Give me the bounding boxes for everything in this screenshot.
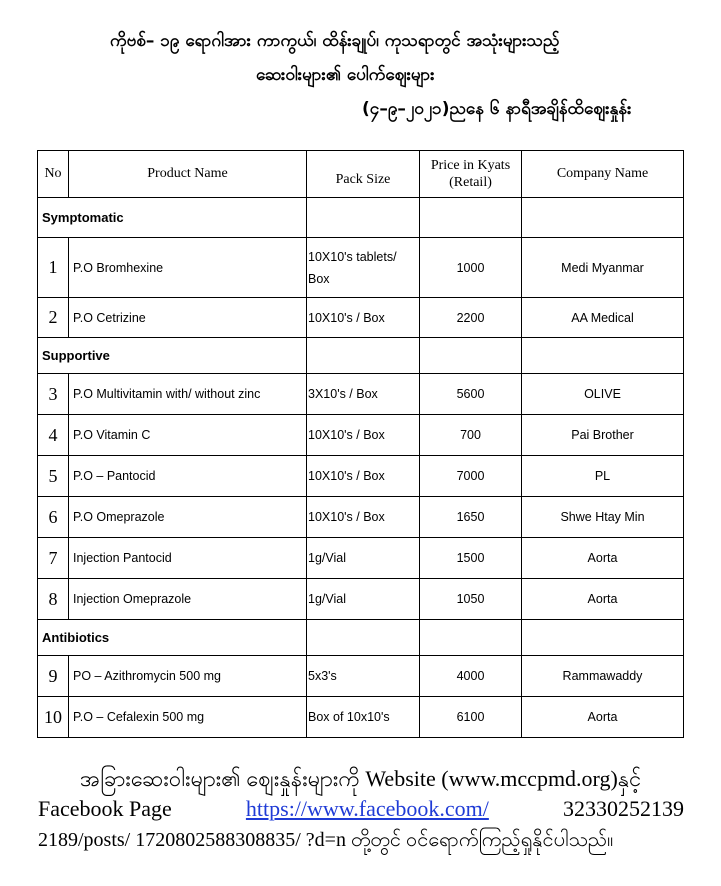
product-name: P.O Omeprazole	[69, 497, 307, 538]
product-name: P.O Bromhexine	[69, 238, 307, 298]
row-number: 4	[38, 415, 69, 456]
price: 1650	[420, 497, 522, 538]
pack-size: 10X10's / Box	[307, 497, 420, 538]
pack-size: 10X10's tablets/ Box	[307, 238, 420, 298]
empty-cell	[522, 338, 684, 374]
section-row	[38, 620, 684, 656]
table-row	[38, 374, 684, 415]
table-row	[38, 298, 684, 338]
company-name: OLIVE	[522, 374, 684, 415]
row-number: 7	[38, 538, 69, 579]
table-row	[38, 697, 684, 738]
empty-cell	[307, 198, 420, 238]
pack-size: 5x3's	[307, 656, 420, 697]
pack-size: 10X10's / Box	[307, 456, 420, 497]
company-name: Medi Myanmar	[522, 238, 684, 298]
table-row	[38, 538, 684, 579]
row-number: 2	[38, 298, 69, 338]
empty-cell	[522, 620, 684, 656]
table-header-row	[38, 151, 684, 198]
empty-cell	[420, 338, 522, 374]
row-number: 10	[38, 697, 69, 738]
row-number: 9	[38, 656, 69, 697]
company-name: Aorta	[522, 579, 684, 620]
product-name: Injection Pantocid	[69, 538, 307, 579]
pack-size: 10X10's / Box	[307, 298, 420, 338]
product-name: P.O – Pantocid	[69, 456, 307, 497]
pack-size: 10X10's / Box	[307, 415, 420, 456]
price-table	[37, 150, 684, 738]
footer-facebook-label: Facebook Page	[38, 796, 172, 821]
price: 1050	[420, 579, 522, 620]
header-line-2: ဆေးဝါးများ၏ ပေါက်ဈေးများ	[256, 65, 435, 85]
footer-line-2	[38, 796, 684, 822]
pack-size: 3X10's / Box	[307, 374, 420, 415]
product-name: P.O – Cefalexin 500 mg	[69, 697, 307, 738]
empty-cell	[420, 620, 522, 656]
table-row	[38, 415, 684, 456]
section-row	[38, 198, 684, 238]
product-name: P.O Multivitamin with/ without zinc	[69, 374, 307, 415]
price: 5600	[420, 374, 522, 415]
company-name: Pai Brother	[522, 415, 684, 456]
footer-line-3: 2189/posts/ 1720802588308835/ ?d=n တို့တွင် ဝင်ရောက်ကြည့်ရှုနိုင်ပါသည်။	[38, 829, 614, 851]
empty-cell	[307, 620, 420, 656]
table-row	[38, 497, 684, 538]
price: 7000	[420, 456, 522, 497]
facebook-link[interactable]: https://www.facebook.com/	[245, 796, 489, 821]
price: 1000	[420, 238, 522, 298]
pack-size: 1g/Vial	[307, 538, 420, 579]
section-title: Symptomatic	[38, 198, 307, 238]
company-name: Aorta	[522, 697, 684, 738]
col-header-company: Company Name	[522, 151, 684, 198]
row-number: 8	[38, 579, 69, 620]
product-name: PO – Azithromycin 500 mg	[69, 656, 307, 697]
pack-size: Box of 10x10's	[307, 697, 420, 738]
price: 2200	[420, 298, 522, 338]
table-row	[38, 238, 684, 298]
header-line-3: (၄–၉–၂၀၂၁)ညနေ ၆ နာရီအချိန်ထိဈေးနှုန်း	[362, 99, 632, 119]
section-title: Supportive	[38, 338, 307, 374]
price: 1500	[420, 538, 522, 579]
product-name: Injection Omeprazole	[69, 579, 307, 620]
col-header-price: Price in Kyats (Retail)	[420, 151, 522, 198]
section-row	[38, 338, 684, 374]
company-name: Aorta	[522, 538, 684, 579]
footer-facebook-id: 32330252139	[562, 796, 684, 821]
row-number: 5	[38, 456, 69, 497]
table-row	[38, 456, 684, 497]
table-row	[38, 579, 684, 620]
row-number: 6	[38, 497, 69, 538]
product-name: P.O Vitamin C	[69, 415, 307, 456]
table-row	[38, 656, 684, 697]
empty-cell	[522, 198, 684, 238]
price: 6100	[420, 697, 522, 738]
company-name: Shwe Htay Min	[522, 497, 684, 538]
product-name: P.O Cetrizine	[69, 298, 307, 338]
col-header-no: No	[38, 151, 69, 198]
empty-cell	[420, 198, 522, 238]
section-title: Antibiotics	[38, 620, 307, 656]
footer-line-1: အခြားဆေးဝါးများ၏ ဈေးနှုန်းများကို Website (www.mccpmd.org)နှင့်	[80, 766, 642, 791]
row-number: 3	[38, 374, 69, 415]
price: 4000	[420, 656, 522, 697]
company-name: PL	[522, 456, 684, 497]
empty-cell	[307, 338, 420, 374]
header-line-1: ကိုဗစ်– ၁၉ ရောဂါအား ကာကွယ်၊ ထိန်းချုပ်၊ ကုသရာတွင် အသုံးများသည့်	[110, 31, 560, 51]
company-name: Rammawaddy	[522, 656, 684, 697]
col-header-product: Product Name	[69, 151, 307, 198]
company-name: AA Medical	[522, 298, 684, 338]
pack-size: 1g/Vial	[307, 579, 420, 620]
price: 700	[420, 415, 522, 456]
row-number: 1	[38, 238, 69, 298]
col-header-pack: Pack Size	[307, 151, 420, 198]
